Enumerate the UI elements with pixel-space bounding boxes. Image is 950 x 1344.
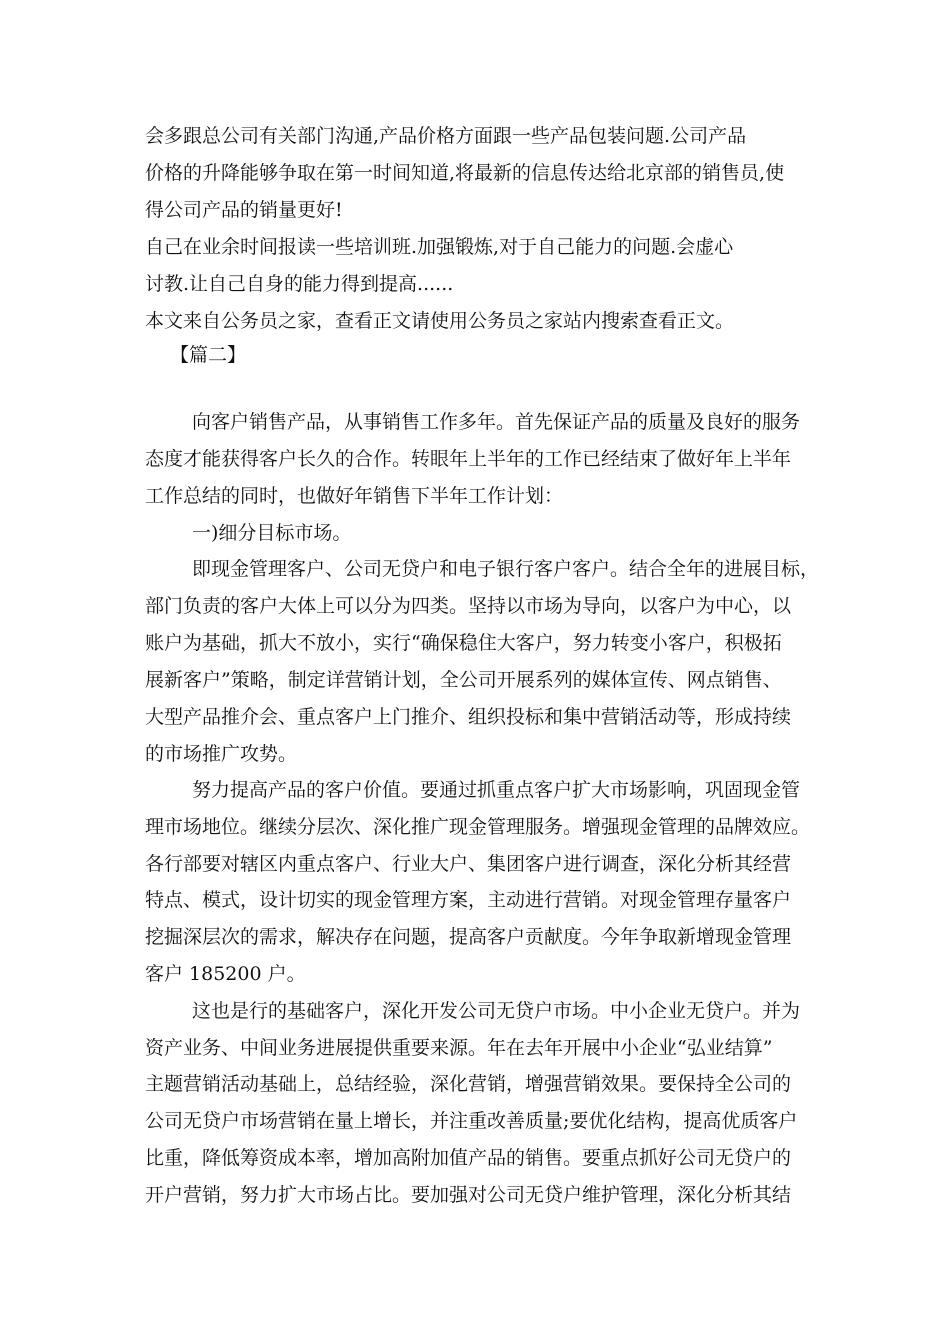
paragraph-line: 这也是行的基础客户，深化开发公司无贷户市场。中小企业无贷户。并为 bbox=[192, 1000, 801, 1022]
paragraph-line: 即现金管理客户、公司无贷户和电子银行客户客户。结合全年的进展目标， bbox=[192, 558, 820, 580]
paragraph-line: 挖掘深层次的需求，解决存在问题，提高客户贡献度。今年争取新增现金管理 bbox=[145, 926, 792, 948]
paragraph-line: 态度才能获得客户长久的合作。转眼年上半年的工作已经结束了做好年上半年 bbox=[145, 448, 792, 470]
paragraph-line: 得公司产品的销量更好! bbox=[145, 199, 343, 221]
paragraph-line: 讨教.让自己自身的能力得到提高...... bbox=[145, 273, 454, 295]
paragraph-line: 客户 185200 户。 bbox=[145, 963, 306, 985]
paragraph-line: 账户为基础，抓大不放小，实行“确保稳住大客户，努力转变小客户，积极拓 bbox=[145, 632, 782, 654]
paragraph-line: 自己在业余时间报读一些培训班.加强锻炼,对于自己能力的问题.会虚心 bbox=[145, 236, 734, 258]
paragraph-line: 会多跟总公司有关部门沟通,产品价格方面跟一些产品包装问题.公司产品 bbox=[145, 125, 747, 147]
paragraph-line: 向客户销售产品，从事销售工作多年。首先保证产品的质量及良好的服务 bbox=[192, 411, 801, 433]
paragraph-line: 理市场地位。继续分层次、深化推广现金管理服务。增强现金管理的品牌效应。 bbox=[145, 816, 811, 838]
paragraph-line: 特点、模式，设计切实的现金管理方案，主动进行营销。对现金管理存量客户 bbox=[145, 889, 792, 911]
paragraph-line: 展新客户”策略，制定详营销计划，全公司开展系列的媒体宣传、网点销售、 bbox=[145, 669, 782, 691]
paragraph-line: 公司无贷户市场营销在量上增长，并注重改善质量;要优化结构，提高优质客户 bbox=[145, 1110, 798, 1132]
paragraph-line: 价格的升降能够争取在第一时间知道,将最新的信息传达给北京部的销售员,使 bbox=[145, 162, 785, 184]
paragraph-line: 努力提高产品的客户价值。要通过抓重点客户扩大市场影响，巩固现金管 bbox=[192, 779, 801, 801]
paragraph-line: 比重，降低筹资成本率，增加高附加值产品的销售。要重点抓好公司无贷户的 bbox=[145, 1147, 792, 1169]
source-note: 本文来自公务员之家，查看正文请使用公务员之家站内搜索查看正文。 bbox=[145, 310, 735, 332]
paragraph-line: 开户营销，努力扩大市场占比。要加强对公司无贷户维护管理，深化分析其结 bbox=[145, 1184, 792, 1206]
paragraph-line: 部门负责的客户大体上可以分为四类。坚持以市场为导向，以客户为中心，以 bbox=[145, 595, 792, 617]
paragraph-line: 各行部要对辖区内重点客户、行业大户、集团客户进行调查，深化分析其经营 bbox=[145, 853, 792, 875]
paragraph-line: 资产业务、中间业务进展提供重要来源。年在去年开展中小企业“弘业结算” bbox=[145, 1037, 773, 1059]
paragraph-line: 的市场推广攻势。 bbox=[145, 743, 298, 765]
paragraph-line: 主题营销活动基础上，总结经验，深化营销，增强营销效果。要保持全公司的 bbox=[145, 1073, 792, 1095]
paragraph-line: 大型产品推介会、重点客户上门推介、组织投标和集中营销活动等，形成持续 bbox=[145, 706, 792, 728]
paragraph-line: 工作总结的同时，也做好年销售下半年工作计划： bbox=[145, 485, 564, 507]
subheading: 一)细分目标市场。 bbox=[192, 522, 352, 544]
section-heading: 【篇二】 bbox=[170, 344, 247, 366]
